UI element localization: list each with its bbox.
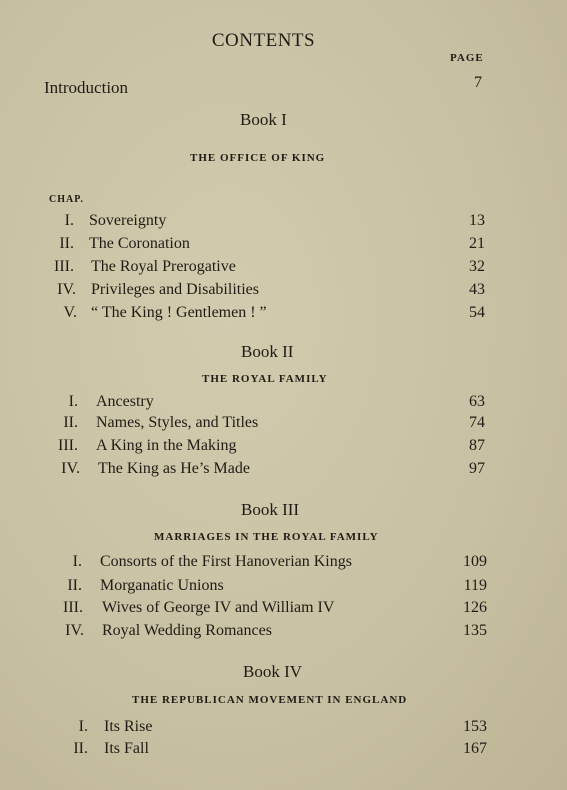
chapter-page: 153 [463, 718, 487, 735]
chapter-number: I. [64, 212, 74, 229]
chapter-number: II. [59, 235, 74, 252]
book-subtitle: THE ROYAL FAMILY [202, 373, 328, 385]
toc-row [0, 414, 567, 436]
chapter-page: 167 [463, 740, 487, 757]
chapter-number: IV. [57, 281, 76, 298]
toc-row [0, 235, 567, 257]
book-title: Book I [240, 110, 287, 129]
chapter-page: 97 [469, 460, 485, 477]
chapter-title: Consorts of the First Hanoverian Kings [100, 553, 352, 570]
toc-row [0, 437, 567, 459]
chapter-page: 13 [469, 212, 485, 229]
chapter-page: 32 [469, 258, 485, 275]
toc-row [0, 212, 567, 234]
chapter-page: 135 [463, 622, 487, 639]
book-title: Book II [241, 342, 294, 361]
chapter-number: I. [68, 393, 78, 410]
chapter-page: 63 [469, 393, 485, 410]
chapter-title: “ The King ! Gentlemen ! ” [91, 304, 267, 321]
book-subtitle: THE OFFICE OF KING [190, 152, 326, 164]
toc-row [0, 393, 567, 415]
chapter-number: I. [78, 718, 88, 735]
chapter-title: Sovereignty [89, 212, 167, 229]
book-title: Book IV [243, 662, 303, 681]
chapter-page: 109 [463, 553, 487, 570]
toc-row [0, 460, 567, 482]
chapter-title: Wives of George IV and William IV [102, 599, 335, 616]
chapter-page: 126 [463, 599, 487, 616]
chapter-number: V. [63, 304, 77, 321]
chapter-title: Morganatic Unions [100, 577, 224, 594]
introduction-page: 7 [474, 74, 482, 91]
chapter-number: III. [58, 437, 78, 454]
chapter-page: 21 [469, 235, 485, 252]
chapter-title: The King as He’s Made [98, 460, 250, 477]
toc-row [0, 622, 567, 644]
introduction-label: Introduction [44, 78, 129, 97]
toc-row [0, 553, 567, 575]
book-title: Book III [241, 500, 300, 519]
book-subtitle: THE REPUBLICAN MOVEMENT IN ENGLAND [132, 694, 408, 706]
chapter-column-label: CHAP. [49, 194, 84, 205]
chapter-number: IV. [65, 622, 84, 639]
chapter-title: The Coronation [89, 235, 190, 252]
chapter-title: Its Fall [104, 740, 149, 757]
toc-row [0, 258, 567, 280]
chapter-title: A King in the Making [96, 437, 237, 454]
toc-row [0, 304, 567, 326]
chapter-number: II. [73, 740, 88, 757]
chapter-number: II. [63, 414, 78, 431]
chapter-number: I. [72, 553, 82, 570]
chapter-number: III. [63, 599, 83, 616]
chapter-title: Privileges and Disabilities [91, 281, 259, 298]
toc-row [0, 281, 567, 303]
chapter-page: 43 [469, 281, 485, 298]
chapter-number: II. [67, 577, 82, 594]
chapter-title: Ancestry [96, 393, 154, 410]
chapter-page: 119 [463, 577, 487, 594]
toc-row [0, 599, 567, 621]
contents-title: CONTENTS [211, 30, 316, 51]
book-subtitle: MARRIAGES IN THE ROYAL FAMILY [154, 531, 379, 543]
toc-row [0, 718, 567, 740]
chapter-title: Royal Wedding Romances [102, 622, 272, 639]
chapter-page: 74 [469, 414, 485, 431]
chapter-page: 54 [469, 304, 485, 321]
chapter-page: 87 [469, 437, 485, 454]
page-column-label: PAGE [450, 52, 484, 64]
chapter-title: The Royal Prerogative [91, 258, 236, 275]
chapter-number: III. [54, 258, 74, 275]
chapter-title: Names, Styles, and Titles [96, 414, 259, 431]
chapter-number: IV. [61, 460, 80, 477]
chapter-title: Its Rise [104, 718, 153, 735]
toc-row [0, 577, 567, 599]
toc-row [0, 740, 567, 762]
